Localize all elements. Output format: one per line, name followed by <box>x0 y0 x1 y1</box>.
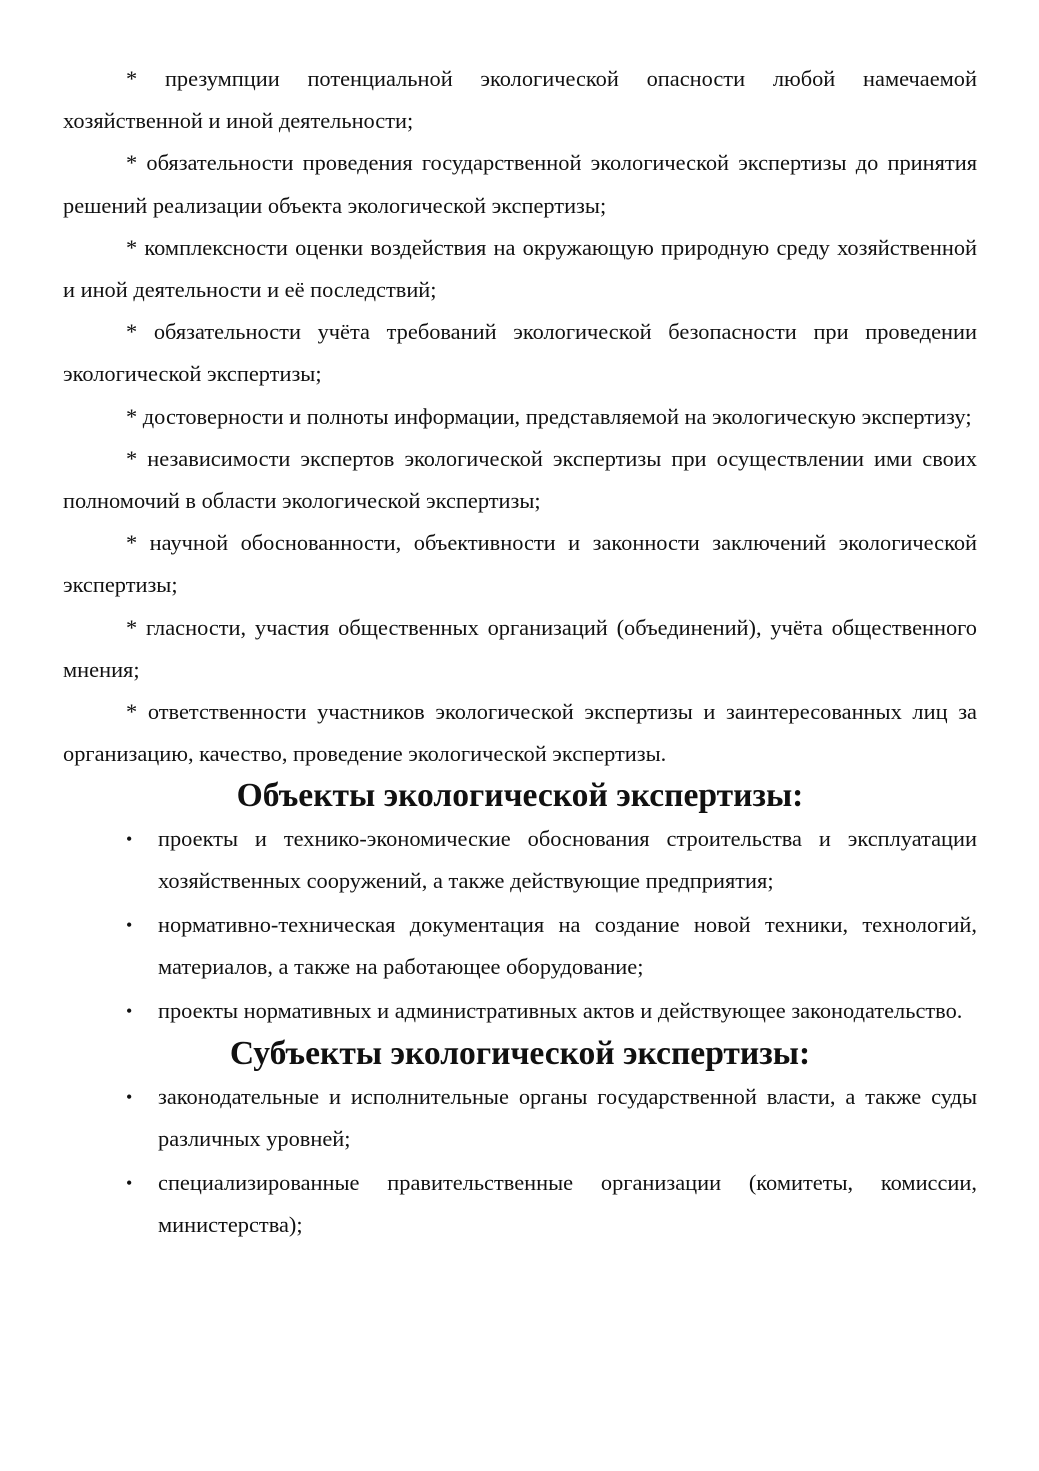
list-item-text: проекты нормативных и административных актов и действующее законодательство. <box>158 997 963 1023</box>
list-item-text: специализированные правительственные организации (комитеты, комиссии, министерства); <box>158 1169 977 1237</box>
list-item <box>126 904 977 988</box>
list-item <box>126 1162 977 1246</box>
bullet-icon: • <box>126 1000 133 1021</box>
subjects-heading: Субъекты экологической экспертизы: <box>229 1035 811 1073</box>
principle-paragraph: * независимости экспертов экологической экспертизы при осуществлении ими своих полномочий в области экологической экспертизы; <box>63 445 977 514</box>
objects-heading: Объекты экологической экспертизы: <box>236 777 804 815</box>
objects-list <box>63 818 977 1032</box>
list-item <box>126 1076 977 1160</box>
list-item <box>126 990 977 1032</box>
principle-paragraph: * достоверности и полноты информации, представляемой на экологическую экспертизу; <box>126 403 972 429</box>
list-item <box>126 818 977 902</box>
principle-paragraph: * обязательности проведения государственной экологической экспертизы до принятия решений реализации объекта экологической экспертизы; <box>63 150 977 218</box>
principle-paragraph: * ответственности участников экологической экспертизы и заинтересованных лиц за организацию, качество, проведение экологической экспертизы. <box>63 699 977 767</box>
bullet-icon: • <box>126 1172 133 1193</box>
principle-paragraph: * научной обоснованности, объективности и законности заключений экологической экспертизы; <box>63 530 977 598</box>
bullet-icon: • <box>126 914 133 935</box>
principle-paragraph: * презумпции потенциальной экологической опасности любой намечаемой хозяйственной и иной деятельности; <box>63 66 977 134</box>
list-item-text: проекты и технико-экономические обоснования строительства и эксплуатации хозяйственных сооружений, а также действующие предприятия; <box>158 825 977 893</box>
document-page <box>63 58 977 1248</box>
list-item-text: законодательные и исполнительные органы государственной власти, а также суды различных уровней; <box>158 1083 977 1151</box>
principle-paragraph: * комплексности оценки воздействия на окружающую природную среду хозяйственной и иной деятельности и её последствий; <box>63 234 977 303</box>
principle-paragraph: * гласности, участия общественных организаций (объединений), учёта общественного мнения; <box>63 614 977 682</box>
principle-paragraph: * обязательности учёта требований экологической безопасности при проведении экологической экспертизы; <box>63 319 977 387</box>
bullet-icon: • <box>126 1086 133 1107</box>
subjects-list <box>63 1076 977 1246</box>
list-item-text: нормативно-техническая документация на создание новой техники, технологий, материалов, а также на работающее оборудование; <box>158 911 977 979</box>
bullet-icon: • <box>126 828 133 849</box>
